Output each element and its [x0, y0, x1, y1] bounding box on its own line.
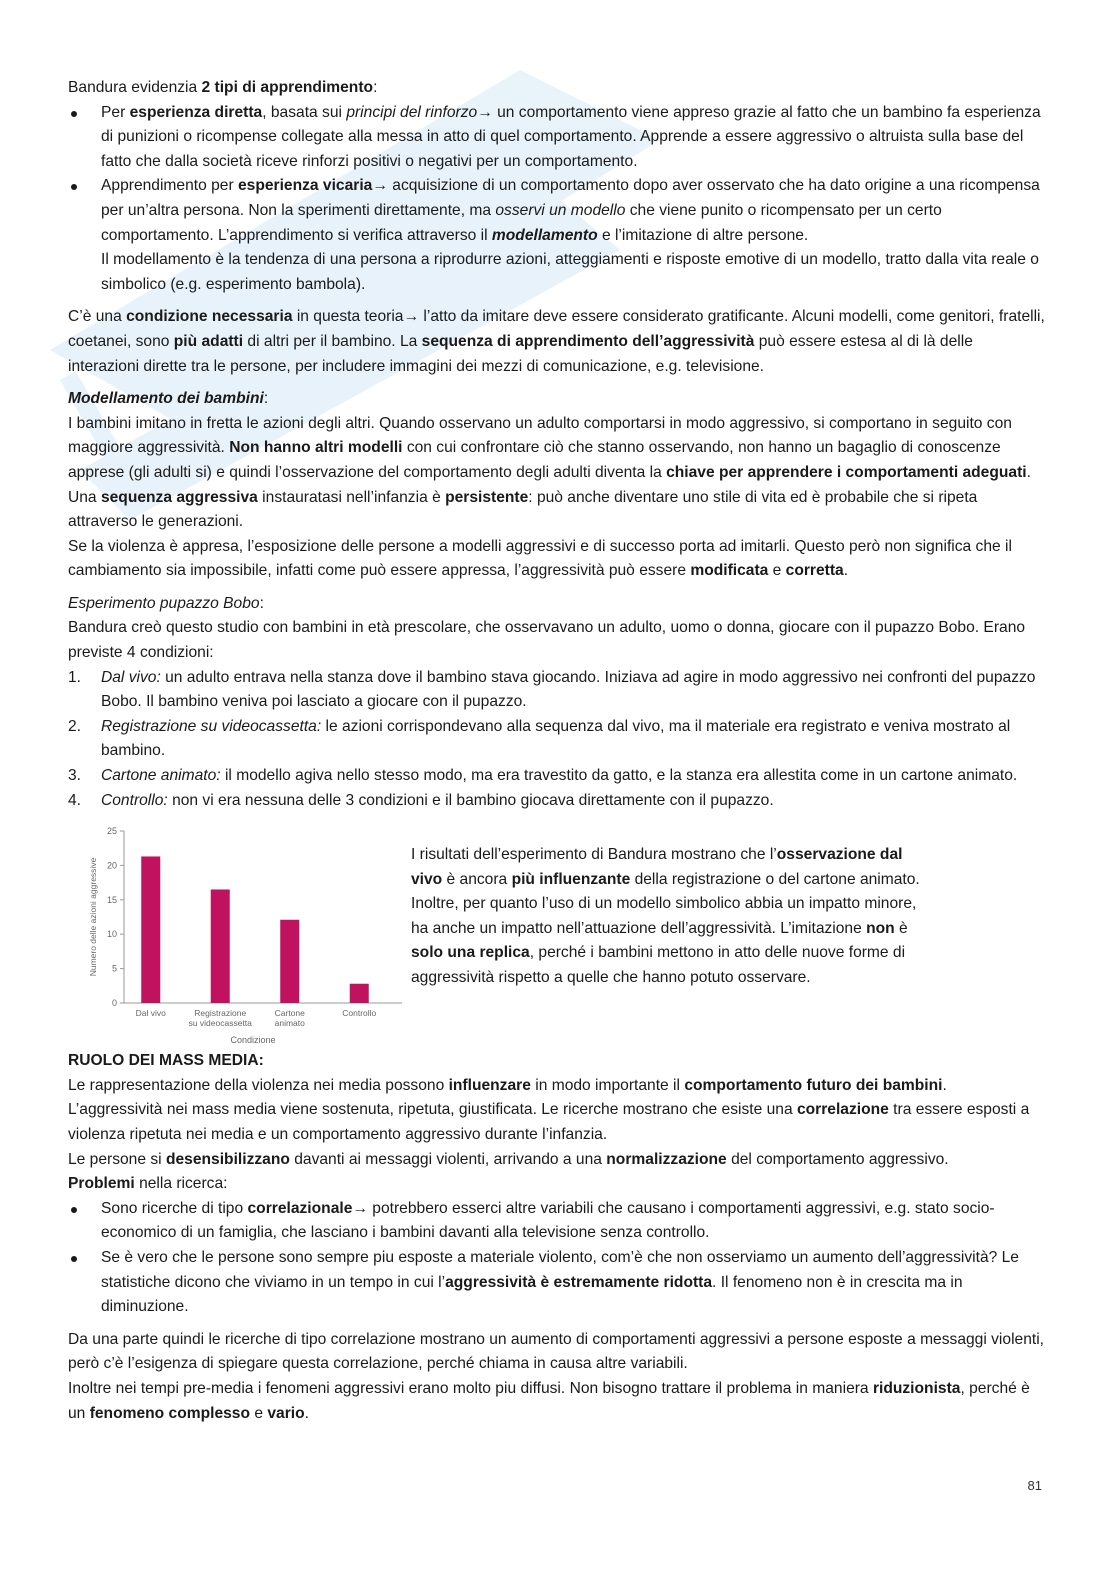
y-tick-label: 10	[106, 929, 117, 940]
modeling-paragraph-3: Se la violenza è appresa, l’esposizione delle persone a modelli aggressivi e di successo porta ad imitarli. Questo però non significa che il cambiamento sia impossibile, infatti come può essere appressa, l’aggressività può essere modificata e corretta.	[68, 537, 1012, 580]
y-tick-label: 20	[106, 860, 117, 871]
learning-types-list	[68, 101, 1048, 298]
document-page	[68, 76, 1048, 1426]
modeling-paragraph-1: I bambini imitano in fretta le azioni degli altri. Quando osservano un adulto comportarsi in modo aggressivo, si comportano in seguito con maggiore aggressività. Non hanno altri modelli con cui confrontare ciò che stanno osservando, non hanno un bagaglio di conoscenze apprese (gli adulti si) e quindi l’osservazione del comportamento degli adulti diventa la chiave per apprendere i comportamenti adeguati.	[68, 414, 1031, 481]
bobo-intro: Bandura creò questo studio con bambini in età prescolare, che osservavano un adulto, uomo o donna, giocare con il pupazzo Bobo. Erano previste 4 condizioni:	[68, 619, 1026, 662]
problems-heading: Problemi nella ricerca:	[68, 1175, 228, 1193]
intro-paragraph: Bandura evidenzia 2 tipi di apprendimento:	[68, 79, 378, 96]
x-axis-label: Condizione	[230, 1035, 276, 1046]
x-tick-label: su videocassetta	[188, 1018, 252, 1029]
modeling-heading: Modellamento dei bambini:	[68, 390, 269, 408]
media-paragraph-1: Le rappresentazione della violenza nei media possono influenzare in modo importante il comportamento futuro dei bambini.	[68, 1076, 947, 1094]
chart-svg	[84, 819, 411, 1047]
results-text: I risultati dell’esperimento di Bandura mostrano che l’osservazione dal vivo è ancora più influenzante della registrazione o del cartone animato. Inoltre, per quanto l’uso di un modello simbolico abbia un impatto minore, ha anche un impatto nell’attuazione dell’aggressività. L’imitazione non è solo una replica, perché i bambini mettono in atto delle nuove forme di aggressività rispetto a quelle che hanno potuto osservare.	[411, 846, 920, 986]
problems-list	[68, 1197, 1048, 1320]
x-tick-label: Cartone	[274, 1008, 305, 1019]
list-item: 4. Controllo: non vi era nessuna delle 3 condizioni e il bambino giocava direttamente con il pupazzo.	[68, 791, 774, 809]
x-tick-label: Dal vivo	[135, 1008, 166, 1019]
y-tick-label: 0	[111, 998, 117, 1009]
list-item: 1. Dal vivo: un adulto entrava nella stanza dove il bambino stava giocando. Iniziava ad agire in modo aggressivo nei confronti del pupazzo Bobo. Il bambino veniva poi lasciato a giocare con il pupazzo.	[68, 668, 1036, 711]
bar-chart	[84, 819, 411, 1047]
media-paragraph-5: Inoltre nei tempi pre-media i fenomeni aggressivi erano molto piu diffusi. Non bisogno trattare il problema in maniera riduzionista, perché è un fenomeno complesso e vario.	[68, 1379, 1030, 1422]
list-item: Se è vero che le persone sono sempre piu esposte a materiale violento, com’è che non osserviamo un aumento dell’aggressività? Le statistiche dicono che viviamo in un tempo in cui l’aggressività è estremamente ridotta. Il fenomeno non è in crescita ma in diminuzione.	[68, 1246, 1048, 1320]
x-tick-label: Controllo	[342, 1008, 377, 1019]
modeling-paragraph-2: Una sequenza aggressiva instauratasi nell’infanzia è persistente: può anche diventare uno stile di vita ed è probabile che si ripeta attraverso le generazioni.	[68, 488, 978, 531]
list-item: 2. Registrazione su videocassetta: le azioni corrispondevano alla sequenza dal vivo, ma il materiale era registrato e veniva mostrato al bambino.	[68, 717, 1011, 760]
bar	[350, 984, 369, 1003]
results-block	[68, 819, 1048, 1047]
page-number: 81	[1027, 1478, 1042, 1493]
media-paragraph-4: Da una parte quindi le ricerche di tipo correlazione mostrano un aumento di comportamenti aggressivi a persone esposte a messaggi violenti, però c’è l’esigenza di spiegare questa correlazione, perché chiama in causa altre variabili.	[68, 1330, 1045, 1373]
media-heading: RUOLO DEI MASS MEDIA:	[68, 1052, 264, 1070]
y-tick-label: 15	[106, 895, 117, 906]
modeling-definition: Il modellamento è la tendenza di una persona a riprodurre azioni, atteggiamenti e risposte emotive di un modello, tratto dalla vita reale o simbolico (e.g. esperimento bambola).	[101, 251, 1039, 293]
bar	[211, 890, 230, 1004]
bar	[280, 920, 299, 1003]
media-paragraph-2: L’aggressività nei mass media viene sostenuta, ripetuta, giustificata. Le ricerche mostrano che esiste una correlazione tra essere esposti a violenza ripetuta nei media e un comportamento aggressivo durante l’infanzia.	[68, 1101, 1030, 1143]
media-paragraph-3: Le persone si desensibilizzano davanti ai messaggi violenti, arrivando a una normalizzazione del comportamento aggressivo.	[68, 1150, 949, 1168]
list-item: Apprendimento per esperienza vicaria→ acquisizione di un comportamento dopo aver osservato che ha dato origine a una ricompensa per un’altra persona. Non la sperimenti direttamente, ma osservi un modello che viene punito o ricompensato per un certo comportamento. L’apprendimento si verifica attraverso il modellamento e l’imitazione di altre persone. Il modellamento è la tendenza di una persona a riprodurre azioni, atteggiamenti e risposte emotive di un modello, tratto dalla vita reale o simbolico (e.g. esperimento bambola).	[68, 174, 1048, 297]
list-item: Sono ricerche di tipo correlazionale→ potrebbero esserci altre variabili che causano i comportamenti aggressivi, e.g. stato socio-economico di un famiglia, che lasciano i bambini davanti alla televisione senza controllo.	[68, 1197, 1048, 1246]
x-tick-label: Registrazione	[194, 1008, 247, 1019]
y-tick-label: 5	[111, 963, 117, 974]
condition-paragraph: C’è una condizione necessaria in questa teoria→ l’atto da imitare deve essere considerato gratificante. Alcuni modelli, come genitori, fratelli, coetanei, sono più adatti di altri per il bambino. La sequenza di apprendimento dell’aggressività può essere estesa al di là delle interazioni dirette tra le persone, per includere immagini dei mezzi di comunicazione, e.g. televisione.	[68, 308, 1045, 375]
x-tick-label: animato	[274, 1018, 305, 1029]
list-item: Per esperienza diretta, basata sui principi del rinforzo→ un comportamento viene appreso grazie al fatto che un bambino fa esperienza di punizioni o ricompense collegate alla messa in atto di quel comportamento. Apprende a essere aggressivo o altruista sulla base del fatto che dalla società riceve rinforzi positivi o negativi per un comportamento.	[68, 101, 1048, 175]
list-item: 3. Cartone animato: il modello agiva nello stesso modo, ma era travestito da gatto, e la stanza era allestita come in un cartone animato.	[68, 767, 1018, 785]
bobo-heading: Esperimento pupazzo Bobo:	[68, 594, 264, 612]
conditions-list	[68, 666, 1048, 814]
bar	[141, 857, 160, 1004]
y-axis-label: Numero delle azioni aggressive	[88, 857, 98, 977]
y-tick-label: 25	[106, 826, 117, 837]
